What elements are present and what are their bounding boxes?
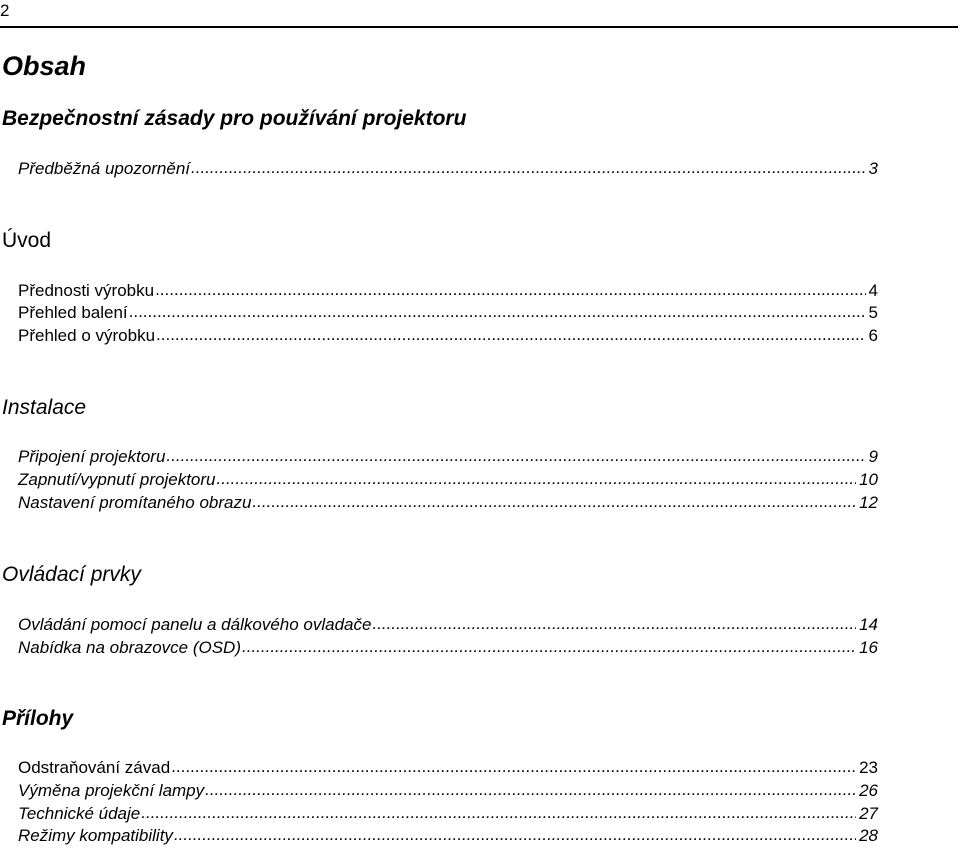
entry-label: Nastavení promítaného obrazu <box>18 493 252 512</box>
entry-page: 3 <box>868 159 878 178</box>
entry-page: 4 <box>868 281 878 300</box>
toc-entry[interactable] <box>18 325 878 347</box>
toc-entry[interactable] <box>18 492 878 514</box>
toc-entry[interactable] <box>18 469 878 491</box>
entry-label: Přehled o výrobku <box>18 326 156 345</box>
header-rule <box>0 26 958 28</box>
dot-leader <box>191 157 866 179</box>
entry-label: Přehled balení <box>18 303 128 322</box>
entry-page: 14 <box>859 615 878 634</box>
toc-entry[interactable] <box>18 825 878 847</box>
section-heading-intro: Úvod <box>2 229 52 252</box>
section-heading-installation: Instalace <box>2 396 87 419</box>
toc-entry[interactable] <box>18 780 878 802</box>
entry-label: Technické údaje <box>18 804 141 823</box>
dot-leader <box>372 613 856 635</box>
toc-entry[interactable] <box>18 803 878 825</box>
entry-label: Odstraňování závad <box>18 758 171 777</box>
entry-page: 10 <box>859 470 878 489</box>
entry-label: Připojení projektoru <box>18 447 166 466</box>
entry-label: Zapnutí/vypnutí projektoru <box>18 470 216 489</box>
section-heading-controls: Ovládací prvky <box>2 563 141 586</box>
toc-entry[interactable] <box>18 158 878 180</box>
entry-page: 28 <box>859 826 878 845</box>
toc-title: Obsah <box>2 51 87 81</box>
entry-label: Výměna projekční lampy <box>18 781 205 800</box>
dot-leader <box>242 636 856 658</box>
entry-page: 23 <box>859 758 878 777</box>
entry-page: 26 <box>859 781 878 800</box>
entry-page: 16 <box>859 638 878 657</box>
entry-label: Přednosti výrobku <box>18 281 155 300</box>
toc-entry[interactable] <box>18 280 878 302</box>
entry-label: Režimy kompatibility <box>18 826 173 845</box>
dot-leader <box>174 824 856 846</box>
entry-page: 9 <box>868 447 878 466</box>
dot-leader <box>156 324 866 346</box>
entry-label: Ovládání pomocí panelu a dálkového ovladače <box>18 615 372 634</box>
entry-label: Nabídka na obrazovce (OSD) <box>18 638 241 657</box>
toc-entry[interactable] <box>18 614 878 636</box>
section-heading-appendices: Přílohy <box>2 707 74 730</box>
toc-entry[interactable] <box>18 637 878 659</box>
toc-entry[interactable] <box>18 446 878 468</box>
dot-leader <box>205 779 856 801</box>
toc-entry[interactable] <box>18 302 878 324</box>
entry-page: 12 <box>859 493 878 512</box>
dot-leader <box>129 301 866 323</box>
entry-page: 6 <box>868 326 878 345</box>
dot-leader <box>217 468 857 490</box>
toc-entry[interactable] <box>18 757 878 779</box>
entry-label: Předběžná upozornění <box>18 159 191 178</box>
dot-leader <box>141 802 856 824</box>
section-heading-safety: Bezpečnostní zásady pro používání projektoru <box>2 107 467 130</box>
dot-leader <box>252 491 856 513</box>
dot-leader <box>155 279 865 301</box>
page-number: 2 <box>0 1 10 20</box>
entry-page: 5 <box>868 303 878 322</box>
entry-page: 27 <box>859 804 878 823</box>
dot-leader <box>171 756 856 778</box>
dot-leader <box>166 445 865 467</box>
